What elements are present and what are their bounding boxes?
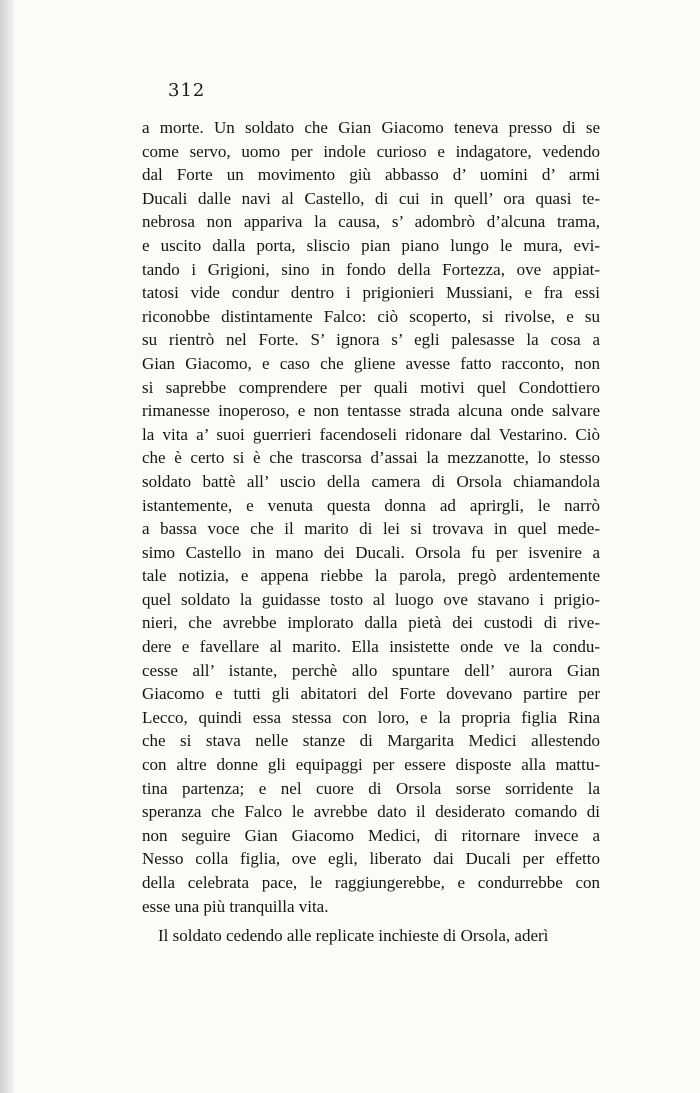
text-line: istantemente, e venuta questa donna ad aprirgli, le narrò [142, 495, 600, 515]
text-line: Gian Giacomo, e caso che gliene avesse fatto racconto, non [142, 353, 600, 373]
text-line: cesse all’ istante, perchè allo spuntare dell’ aurora Gian [142, 660, 600, 680]
body-text [142, 116, 600, 948]
text-line: e uscito dalla porta, sliscio pian piano lungo le mura, evi- [142, 235, 600, 255]
text-line: Giacomo e tutti gli abitatori del Forte dovevano partire per [142, 684, 600, 704]
text-line: della celebrata pace, le raggiungerebbe, e condurrebbe con [142, 873, 600, 892]
text-line: tatosi vide condur dentro i prigionieri Mussiani, e fra essi [142, 283, 600, 303]
text-line: come servo, uomo per indole curioso e indagatore, vedendo [142, 141, 600, 161]
text-line: su rientrò nel Forte. S’ ignora s’ egli palesasse la cosa a [142, 330, 600, 350]
text-line: rimanesse inoperoso, e non tentasse strada alcuna onde salvare [142, 401, 600, 421]
text-line: Lecco, quindi essa stessa con loro, e la propria figlia Rina [142, 707, 600, 727]
text-line: tina partenza; e nel cuore di Orsola sorse sorridente la [142, 778, 600, 798]
text-line: a bassa voce che il marito di lei si trovava in quel mede- [142, 519, 600, 539]
page-number: 312 [168, 80, 206, 101]
text-line: nieri, che avrebbe implorato dalla pietà dei custodi di rive- [142, 613, 600, 633]
text-line: dal Forte un movimento giù abbasso d’ uomini d’ armi [142, 165, 600, 185]
text-line: Ducali dalle navi al Castello, di cui in quell’ ora quasi te- [142, 188, 600, 208]
paragraph [142, 924, 600, 948]
page-edge-shadow [0, 0, 14, 1093]
text-line: a morte. Un soldato che Gian Giacomo teneva presso di se [142, 118, 600, 137]
text-line: con altre donne gli equipaggi per essere disposte alla mattu- [142, 755, 600, 775]
text-line: simo Castello in mano dei Ducali. Orsola fu per isvenire a [142, 542, 600, 562]
text-line: Il soldato cedendo alle replicate inchieste di Orsola, aderì [158, 926, 549, 946]
text-line: speranza che Falco le avrebbe dato il desiderato comando di [142, 802, 600, 822]
text-line: soldato battè all’ uscio della camera di Orsola chiamandola [142, 471, 600, 491]
text-line: nebrosa non appariva la causa, s’ adombrò d’alcuna trama, [142, 212, 600, 232]
text-line: Nesso colla figlia, ove egli, liberato dai Ducali per effetto [142, 849, 600, 869]
text-line: la vita a’ suoi guerrieri facendoseli ridonare dal Vestarino. Ciò [142, 424, 600, 444]
text-line: dere e favellare al marito. Ella insistette onde ve la condu- [142, 637, 600, 657]
text-line: riconobbe distintamente Falco: ciò scoperto, si rivolse, e su [142, 306, 600, 326]
text-line: tale notizia, e appena riebbe la parola, pregò ardentemente [142, 566, 600, 586]
text-line: esse una più tranquilla vita. [142, 896, 329, 916]
text-line: che è certo si è che trascorsa d’assai la mezzanotte, lo stesso [142, 448, 600, 468]
text-line: quel soldato la guidasse tosto al luogo ove stavano i prigio- [142, 589, 600, 609]
text-line: tando i Grigioni, sino in fondo della Fortezza, ove appiat- [142, 259, 600, 279]
text-line: non seguire Gian Giacomo Medici, di ritornare invece a [142, 825, 600, 845]
paragraph [142, 116, 600, 918]
text-line: si saprebbe comprendere per quali motivi quel Condottiero [142, 377, 600, 397]
text-line: che si stava nelle stanze di Margarita Medici allestendo [142, 731, 600, 751]
